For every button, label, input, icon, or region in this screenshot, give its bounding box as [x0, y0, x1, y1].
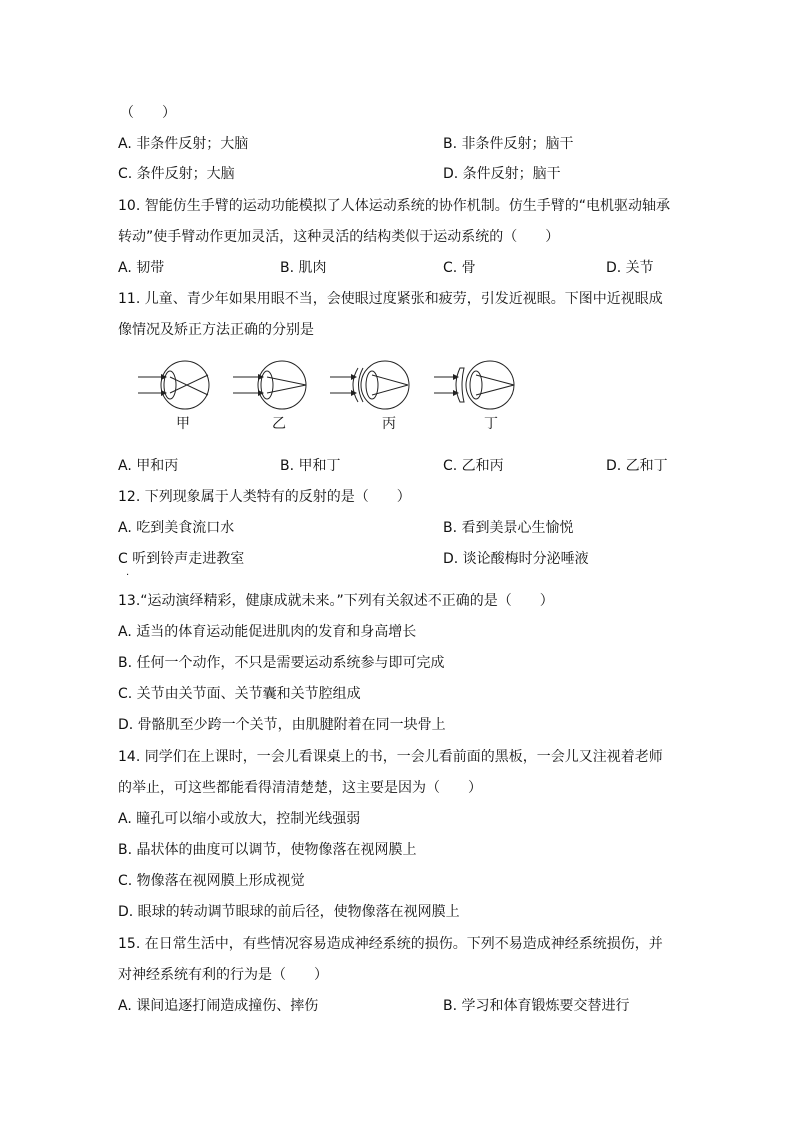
q15-option-b: B. 学习和体育锻炼要交替进行	[443, 998, 630, 1014]
q14-stem-line1: 14. 同学们在上课时，一会儿看课桌上的书，一会儿看前面的黑板，一会儿又注视着老师	[118, 749, 663, 765]
q15-stem-line1: 15. 在日常生活中，有些情况容易造成神经系统的损伤。下列不易造成神经系统损伤，并	[118, 936, 663, 952]
q10-stem-line1: 10. 智能仿生手臂的运动功能模拟了人体运动系统的协作机制。仿生手臂的“电机驱动轴承	[118, 198, 670, 214]
q10-stem-line2: 转动”使手臂动作更加灵活，这种灵活的结构类似于运动系统的（ ）	[118, 229, 560, 245]
q15-option-a: A. 课间追逐打闹造成撞伤、摔伤	[118, 998, 319, 1014]
q9-option-c: C. 条件反射；大脑	[118, 166, 235, 182]
q10-option-b: B. 肌肉	[280, 260, 327, 276]
eye-diagram-jia	[138, 361, 209, 409]
q13-option-b: B. 任何一个动作，不只是需要运动系统参与即可完成	[118, 655, 445, 671]
q13-option-a: A. 适当的体育运动能促进肌肉的发育和身高增长	[118, 624, 417, 640]
eye-diagrams-svg	[130, 360, 530, 410]
q9-option-d: D. 条件反射；脑干	[443, 166, 561, 182]
eye-diagram-figure	[130, 360, 530, 440]
stray-dot: .	[126, 567, 130, 578]
q13-option-d: D. 骨骼肌至少跨一个关节，由肌腱附着在同一块骨上	[118, 717, 446, 733]
q14-option-a: A. 瞳孔可以缩小或放大，控制光线强弱	[118, 811, 361, 827]
q12-option-d: D. 谈论酸梅时分泌唾液	[443, 551, 589, 567]
q10-option-c: C. 骨	[443, 260, 476, 276]
q9-option-b: B. 非条件反射；脑干	[443, 136, 574, 152]
q11-option-d: D. 乙和丁	[606, 458, 668, 474]
figure-label-yi: 乙	[272, 416, 286, 432]
eye-diagram-ding	[434, 361, 514, 409]
q11-stem-line2: 像情况及矫正方法正确的分别是	[118, 322, 314, 338]
figure-label-ding: 丁	[484, 416, 498, 432]
q14-option-b: B. 晶状体的曲度可以调节，使物像落在视网膜上	[118, 842, 417, 858]
q14-option-d: D. 眼球的转动调节眼球的前后径，使物像落在视网膜上	[118, 904, 460, 920]
q12-stem: 12. 下列现象属于人类特有的反射的是（ ）	[118, 489, 411, 505]
q9-option-a: A. 非条件反射；大脑	[118, 136, 249, 152]
q15-stem-line2: 对神经系统有利的行为是（ ）	[118, 967, 328, 983]
q12-option-b: B. 看到美景心生愉悦	[443, 520, 574, 536]
q12-option-c: C 听到铃声走进教室	[118, 551, 245, 567]
eye-diagram-yi	[233, 361, 306, 409]
q11-option-c: C. 乙和丙	[443, 458, 504, 474]
q9-paren: （ ）	[120, 105, 176, 121]
q11-option-a: A. 甲和丙	[118, 458, 179, 474]
q12-option-a: A. 吃到美食流口水	[118, 520, 235, 536]
figure-label-jia: 甲	[176, 416, 190, 432]
eye-diagram-bing	[330, 361, 409, 409]
figure-label-bing: 丙	[382, 416, 396, 432]
q11-stem-line1: 11. 儿童、青少年如果用眼不当，会使眼过度紧张和疲劳，引发近视眼。下图中近视眼成	[118, 291, 663, 307]
q10-option-a: A. 韧带	[118, 260, 165, 276]
q14-option-c: C. 物像落在视网膜上形成视觉	[118, 873, 305, 889]
q13-option-c: C. 关节由关节面、关节囊和关节腔组成	[118, 686, 361, 702]
q13-stem: 13.“运动演绎精彩，健康成就未来。”下列有关叙述不正确的是（ ）	[118, 593, 554, 609]
q14-stem-line2: 的举止，可这些都能看得清清楚楚，这主要是因为（ ）	[118, 780, 482, 796]
q11-option-b: B. 甲和丁	[280, 458, 341, 474]
q10-option-d: D. 关节	[606, 260, 654, 276]
